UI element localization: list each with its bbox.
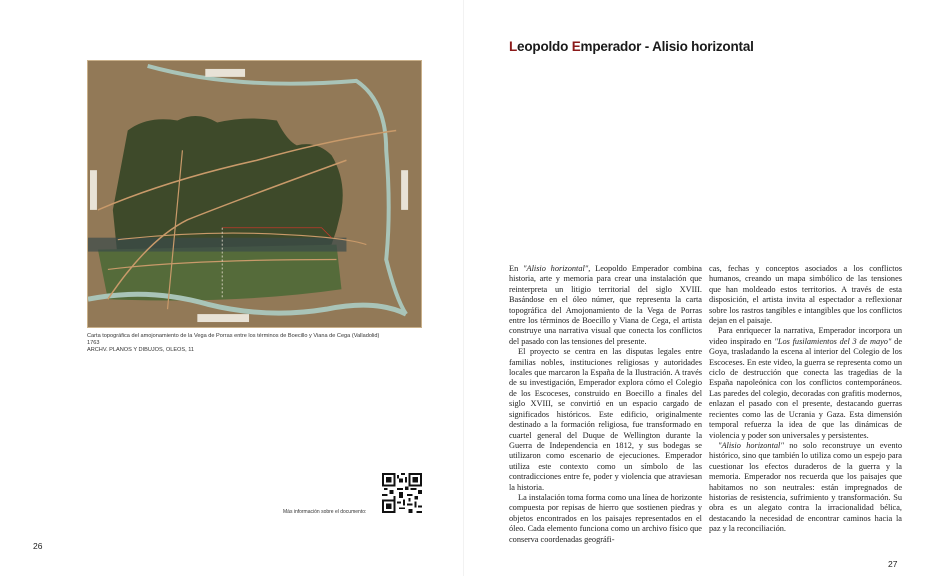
title-initial-e: E — [571, 39, 581, 54]
artwork-reference: "Los fusilamientos del 3 de mayo" — [774, 336, 892, 346]
figure-caption — [87, 333, 427, 355]
caption-year: 1763 — [87, 340, 100, 347]
paragraph: En "Alisio horizontal", Leopoldo Emperador combina historia, arte y memoria para crear una instalación que reinterpreta un litigio territorial del siglo XVIII. Basándose en el óleo númer, que representa la carta topográfica del Amojonamiento de la Vega de Porras entre los términos de Boecillo y Viana de Cega, el artista construye una narrativa visual que conecta los conflictos del pasado con las tensiones del presente. — [509, 264, 702, 346]
text-column-2 — [709, 264, 902, 535]
paragraph: "Alisio horizontal" no solo reconstruye un evento histórico, sino que también lo utiliza como un espejo para cuestionar los efectos duraderos de la guerra y la memoria. Emperador nos recuerda que los paisajes que habitamos no son neutrales: están impregnados de historias de resistencia, sufrimiento y transformación. Su obra es un alegato contra la irracionalidad bélica, destacando la necesidad de encontrar caminos hacia la paz y la reconciliación. — [709, 440, 902, 534]
article-title — [509, 39, 754, 54]
title-initial-l: L — [509, 39, 518, 54]
title-part2: mperador - Alisio horizontal — [580, 39, 754, 54]
caption-archive-ref: ARCHV. PLANOS Y DIBUJOS, OLEOS, 11 — [87, 347, 195, 354]
page-number-left: 26 — [33, 541, 43, 551]
page-number-right: 27 — [888, 559, 898, 569]
caption-title: Carta topográfica del amojonamiento de la Vega de Porras entre los términos de Boecillo y Viana de Cega (Valladolid) — [87, 333, 380, 339]
map-illustration — [88, 61, 421, 327]
paragraph: cas, fechas y conceptos asociados a los conflictos humanos, creando un mapa simbólico de las tensiones que han moldeado estos territorios. A través de esta disposición, el artista invita al espectador a reflexionar sobre los rastros tangibles e intangibles que los conflictos dejan en el paisaje. — [709, 264, 902, 326]
title-part1: eopoldo — [517, 39, 572, 54]
artwork-title: "Alisio horizontal" — [523, 264, 589, 273]
paragraph: El proyecto se centra en las disputas legales entre familias nobles, instituciones religiosas y autoridades locales que marcaron la España de la Ilustración. A través de su investigación, Emperador explora cómo el Colegio de los Escoceses, construido en Boecillo a finales del siglo XVIII, se convirtió en un espacio cargado de significados históricos. Este edificio, originalmente destinado a la formación religiosa, fue transformado en cuartel general del Duque de Wellington durante la Guerra de Independencia en 1812, y sus bodegas se utilizaron como escenario de ejecuciones. Emperador utiliza este contexto como un símbolo de las contradicciones entre fe, poder y violencia que atraviesan la historia. — [509, 347, 702, 492]
paragraph: La instalación toma forma como una línea de horizonte compuesta por repisas de hierro que sostienen piedras y objetos encontrados en los paisajes representados en el óleo. Cada elemento funciona como un archivo físico que conserva coordenadas geográfi- — [509, 492, 702, 544]
historical-map-image — [87, 60, 422, 328]
artwork-title: "Alisio horizontal" — [718, 440, 784, 450]
page-gutter — [463, 0, 464, 576]
qr-code-icon[interactable] — [382, 473, 422, 513]
qr-label: Más información sobre el documento: — [283, 509, 367, 515]
text-column-1 — [509, 264, 702, 545]
left-page — [0, 0, 463, 576]
paragraph: Para enriquecer la narrativa, Emperador incorpora un video inspirado en "Los fusilamientos del 3 de mayo" de Goya, trasladando la escena al interior del Colegio de los Escoceses. En este video, la guerra se representa como un ciclo de destrucción que conecta las tragedias de la España napoleónica con los conflictos contemporáneos. Las paredes del colegio, decoradas con grafitis modernos, enlazan el pasado con el presente, destacando guerras recientes como las de Ucrania y Gaza. Esta dimensión temporal refuerza la idea de que las dinámicas de violencia y poder son universales y persistentes. — [709, 326, 902, 440]
